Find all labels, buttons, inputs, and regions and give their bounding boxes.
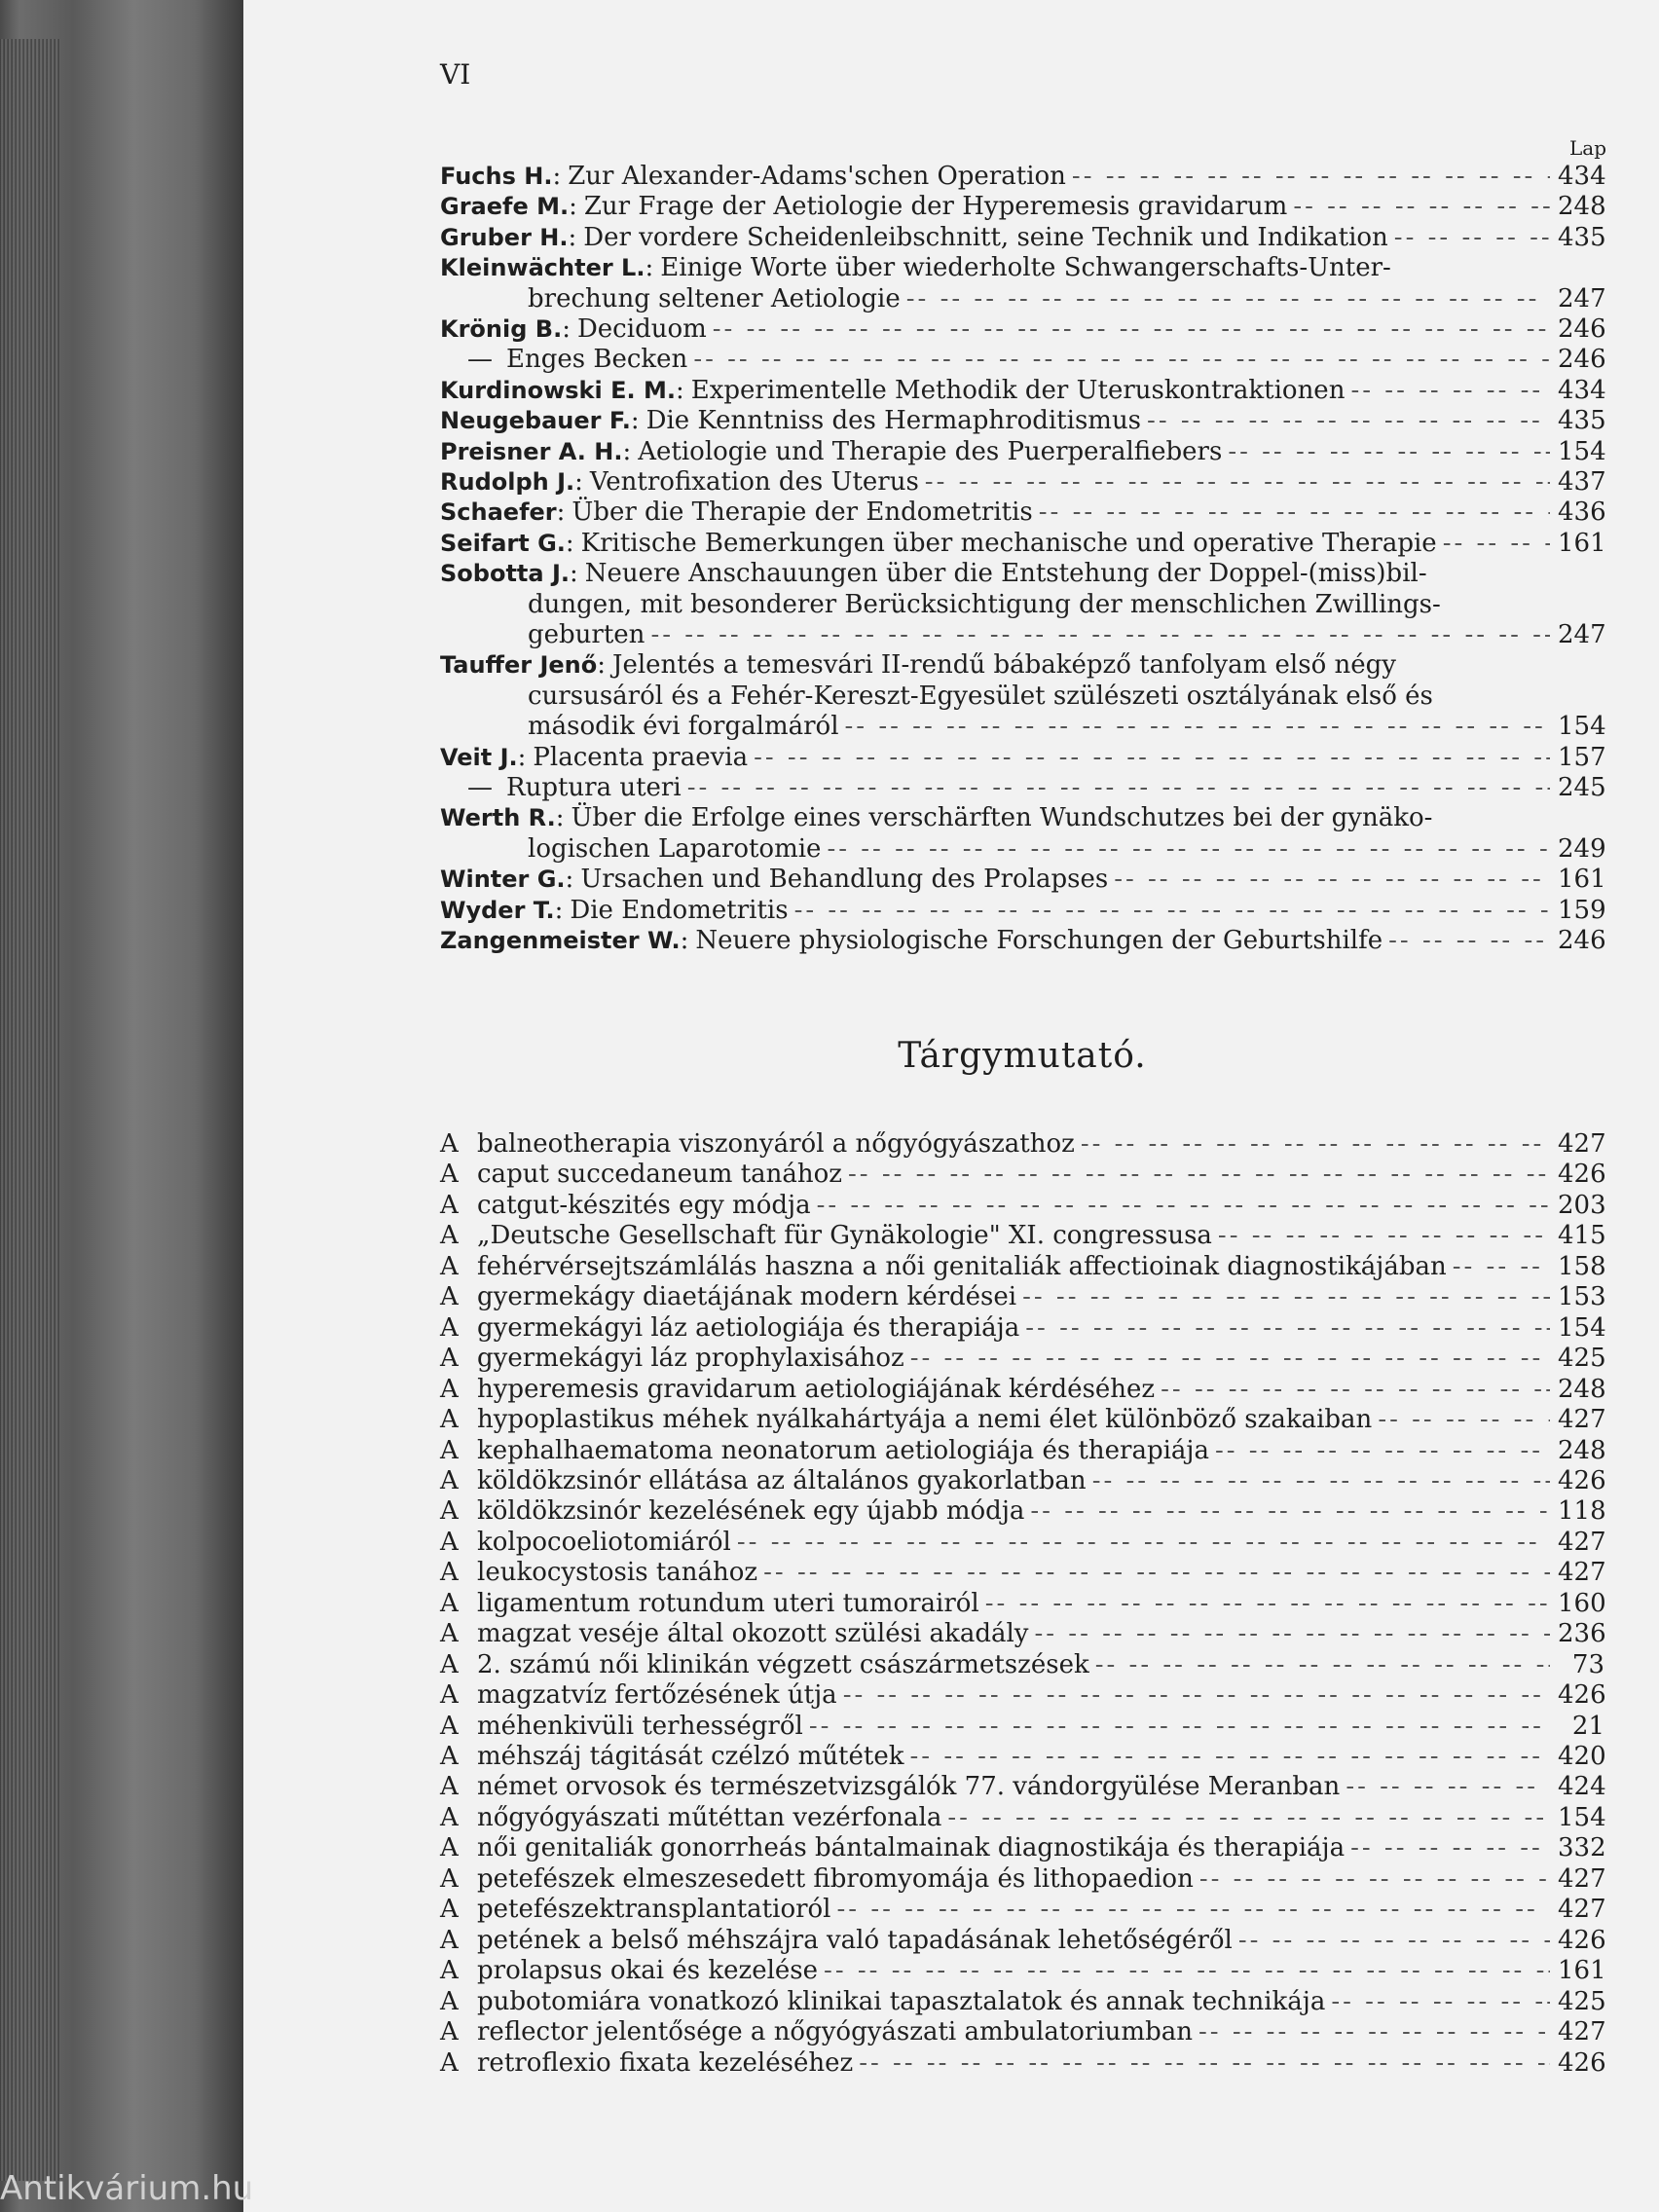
article: A	[440, 1221, 459, 1250]
subject-entry	[440, 1956, 1604, 1985]
page-ref: 154	[1558, 437, 1606, 466]
subject-title: petének a belső méhszájra való tapadásának lehetőségéről	[477, 1926, 1233, 1955]
article: A	[440, 1405, 459, 1434]
author-name: Graefe M.	[440, 193, 570, 220]
subject-title: gyermekágyi láz prophylaxisához	[477, 1344, 904, 1373]
author-name: Tauffer Jenő	[440, 651, 598, 679]
page-ref: 158	[1558, 1252, 1606, 1281]
page-ref: 437	[1558, 467, 1606, 497]
subject-title: fehérvérsejtszámlálás haszna a női genitaliák affectioinak diagnostikájában	[477, 1252, 1447, 1281]
dot-leader	[737, 1528, 1550, 1557]
page-ref: 154	[1558, 1313, 1606, 1343]
entry-title: logischen Laparotomie	[528, 834, 822, 864]
author-entry	[440, 650, 1604, 680]
subject-title: magzatvíz fertőzésének útja	[477, 1680, 837, 1710]
page-ref: 118	[1558, 1496, 1606, 1526]
page-ref: 426	[1558, 1160, 1606, 1189]
dot-leader	[1147, 406, 1550, 435]
page-ref: 248	[1558, 1436, 1606, 1465]
article: A	[440, 1619, 459, 1648]
subject-entry	[440, 1772, 1604, 1801]
entry-title: Die Endometritis	[570, 896, 789, 925]
page-ref: 161	[1558, 865, 1606, 894]
article: A	[440, 1129, 459, 1159]
dot-leader	[1161, 1375, 1550, 1404]
subject-entry	[440, 1160, 1604, 1189]
separator: :	[552, 162, 562, 191]
entry-title: Neuere physiologische Forschungen der Geburtshilfe	[695, 926, 1383, 955]
article: A	[440, 1712, 459, 1741]
page-ref: 426	[1558, 1466, 1606, 1495]
page-ref: 425	[1558, 1344, 1606, 1373]
dot-leader	[1453, 1252, 1550, 1281]
subject-entry	[440, 1619, 1604, 1648]
entry-title: Ruptura uteri	[506, 773, 682, 802]
subject-entry	[440, 1129, 1604, 1159]
author-name: Veit J.	[440, 744, 518, 771]
subject-title: pubotomiára vonatkozó klinikai tapasztalatok és annak technikája	[477, 1987, 1326, 2016]
dot-leader	[947, 1803, 1550, 1832]
page-number: VI	[440, 58, 471, 91]
page-ref: 246	[1558, 345, 1606, 374]
subject-title: caput succedaneum tanához	[477, 1160, 842, 1189]
dot-leader	[843, 1680, 1550, 1710]
subject-entry	[440, 1436, 1604, 1465]
author-entry-continuation	[528, 712, 1604, 741]
page-ref: 157	[1558, 743, 1606, 772]
page-ref: 434	[1558, 162, 1606, 191]
separator: :	[565, 865, 574, 894]
page-ref: 159	[1558, 896, 1606, 925]
author-entry	[440, 559, 1604, 588]
separator: :	[630, 406, 640, 435]
page-ref: 247	[1558, 284, 1606, 313]
author-name: Gruber H.	[440, 224, 569, 251]
dot-leader	[1081, 1129, 1550, 1159]
dot-leader	[1039, 498, 1550, 527]
author-entry	[440, 253, 1604, 282]
page-ref: 435	[1558, 223, 1606, 252]
dot-leader	[1293, 192, 1550, 221]
page-ref: 248	[1558, 192, 1606, 221]
subject-entry	[440, 1712, 1604, 1741]
separator: :	[565, 529, 574, 558]
article: A	[440, 1926, 459, 1955]
page-ref: 427	[1558, 1558, 1606, 1587]
page-ref: 424	[1558, 1772, 1606, 1801]
author-name: Winter G.	[440, 866, 566, 893]
column-header-lap: Lap	[1569, 136, 1607, 160]
article: A	[440, 1466, 459, 1495]
dot-leader	[817, 1191, 1550, 1220]
subject-title: köldökzsinór ellátása az általános gyakorlatban	[477, 1466, 1087, 1495]
subject-entry	[440, 1466, 1604, 1495]
dot-leader	[859, 2048, 1550, 2078]
article: A	[440, 1772, 459, 1801]
subject-title: nőgyógyászati műtéttan vezérfonala	[477, 1803, 942, 1832]
author-entry-continuation	[528, 682, 1604, 711]
page-ref: 436	[1558, 498, 1606, 527]
page-ref: 248	[1558, 1375, 1606, 1404]
dot-leader	[1199, 1864, 1550, 1894]
subject-entry	[440, 1191, 1604, 1220]
dot-leader	[909, 1742, 1550, 1771]
author-entry-continuation	[528, 284, 1604, 313]
dot-leader	[824, 1956, 1550, 1985]
dot-leader	[837, 1895, 1551, 1924]
subject-title: ligamentum rotundum uteri tumorairól	[477, 1589, 979, 1618]
dot-leader	[1215, 1436, 1550, 1465]
article: A	[440, 1650, 459, 1679]
subject-entry	[440, 1864, 1604, 1894]
page-ref: 246	[1558, 314, 1606, 344]
subject-entry	[440, 1282, 1604, 1311]
author-name: Sobotta J.	[440, 560, 570, 587]
article: A	[440, 1436, 459, 1465]
entry-title: Aetiologie und Therapie des Puerperalfiebers	[638, 437, 1223, 466]
subject-entry	[440, 1405, 1604, 1434]
subject-entry	[440, 1926, 1604, 1955]
page-ref: 426	[1558, 1680, 1606, 1710]
subject-entry	[440, 1558, 1604, 1587]
dot-leader	[845, 712, 1550, 741]
entry-title: második évi forgalmáról	[528, 712, 839, 741]
article: A	[440, 1252, 459, 1281]
author-entry	[440, 896, 1604, 925]
article: A	[440, 1496, 459, 1526]
article: A	[440, 1313, 459, 1343]
dot-leader	[763, 1558, 1550, 1587]
author-entry	[440, 773, 1604, 802]
subject-title: gyermekágyi láz aetiologiája és therapiája	[477, 1313, 1020, 1343]
dot-leader	[1331, 1987, 1550, 2016]
article: A	[440, 1528, 459, 1557]
subject-entry	[440, 1680, 1604, 1710]
separator: :	[574, 467, 583, 497]
dot-leader	[650, 620, 1550, 649]
subject-entry	[440, 1742, 1604, 1771]
page-ref: 426	[1558, 2048, 1606, 2078]
dot-leader	[809, 1712, 1550, 1741]
dot-leader	[1034, 1619, 1550, 1648]
entry-title: Kritische Bemerkungen über mechanische und operative Therapie	[580, 529, 1437, 558]
separator: :	[622, 437, 632, 466]
separator: :	[597, 650, 607, 680]
dot-leader	[687, 773, 1550, 802]
separator: :	[554, 896, 564, 925]
article: A	[440, 1344, 459, 1373]
dot-leader	[1092, 1466, 1550, 1495]
subject-entry	[440, 1589, 1604, 1618]
dot-leader	[1350, 376, 1550, 405]
page-ref: 415	[1558, 1221, 1606, 1250]
subject-title: hypoplastikus méhek nyálkahártyája a nemi élet különböző szakaiban	[477, 1405, 1373, 1434]
watermark: Antikvárium.hu	[0, 2169, 254, 2208]
separator: :	[569, 192, 577, 221]
article: A	[440, 1282, 459, 1311]
separator: :	[680, 926, 689, 955]
author-entry	[440, 498, 1604, 527]
subject-entry	[440, 1987, 1604, 2016]
subject-title: retroflexio fixata kezeléséhez	[477, 2048, 854, 2078]
separator: :	[569, 559, 578, 588]
separator: :	[555, 803, 565, 832]
article: A	[440, 1742, 459, 1771]
page-ref: 161	[1558, 1956, 1606, 1985]
entry-title: brechung seltener Aetiologie	[528, 284, 901, 313]
author-entry	[440, 926, 1604, 955]
subject-title: kephalhaematoma neonatorum aetiologiája és therapiája	[477, 1436, 1209, 1465]
page-ref: 425	[1558, 1987, 1606, 2016]
subject-title: balneotherapia viszonyáról a nőgyógyászathoz	[477, 1129, 1075, 1159]
article: A	[440, 1987, 459, 2016]
page-ref: 154	[1558, 1803, 1606, 1832]
page-ref: 247	[1558, 620, 1606, 649]
author-entry-continuation	[528, 620, 1604, 649]
subject-title: 2. számú női klinikán végzett császármetszések	[477, 1650, 1089, 1679]
author-entry	[440, 162, 1604, 191]
author-entry	[440, 529, 1604, 558]
article: A	[440, 1589, 459, 1618]
author-entry	[440, 223, 1604, 252]
author-entry	[440, 406, 1604, 435]
subject-entry	[440, 1833, 1604, 1862]
author-entry	[440, 865, 1604, 894]
dot-leader	[713, 314, 1550, 344]
article: A	[440, 1191, 459, 1220]
page-ref: 161	[1558, 529, 1606, 558]
author-entry	[440, 314, 1604, 344]
subject-title: méhszáj tágitását czélzó műtétek	[477, 1742, 904, 1771]
subject-entry	[440, 1650, 1604, 1679]
dot-leader	[754, 743, 1550, 772]
subject-title: német orvosok és természetvizsgálók 77. vándorgyülése Meranban	[477, 1772, 1341, 1801]
subject-entry	[440, 1221, 1604, 1250]
dot-leader	[1114, 865, 1550, 894]
separator: :	[568, 223, 577, 252]
dot-leader	[794, 896, 1550, 925]
author-entry-continuation	[528, 834, 1604, 864]
author-entry	[440, 803, 1604, 832]
page-ref: 427	[1558, 1405, 1606, 1434]
dot-leader	[906, 284, 1550, 313]
page-ref: 435	[1558, 406, 1606, 435]
ditto-dash: —	[467, 345, 493, 374]
page-ref: 427	[1558, 2017, 1606, 2046]
subject-entry	[440, 2017, 1604, 2046]
entry-title: Einige Worte über wiederholte Schwangerschafts-Unter-	[660, 253, 1391, 282]
dot-leader	[985, 1589, 1550, 1618]
subject-title: catgut-készités egy módja	[477, 1191, 811, 1220]
author-entry	[440, 376, 1604, 405]
page-ref: 426	[1558, 1926, 1606, 1955]
author-name: Schaefer	[440, 498, 557, 526]
entry-title: Zur Alexander-Adams'schen Operation	[568, 162, 1066, 191]
separator: :	[645, 253, 654, 282]
subject-title: magzat veséje által okozott szülési akadály	[477, 1619, 1029, 1648]
subject-title: leukocystosis tanához	[477, 1558, 758, 1587]
subject-entry	[440, 1344, 1604, 1373]
page-ref: 427	[1558, 1528, 1606, 1557]
subject-title: köldökzsinór kezelésének egy újabb módja	[477, 1496, 1025, 1526]
author-name: Seifart G.	[440, 530, 566, 557]
subject-entry	[440, 1895, 1604, 1924]
author-name: Zangenmeister W.	[440, 927, 681, 954]
author-name: Neugebauer F.	[440, 407, 631, 434]
page-ref: 154	[1558, 712, 1606, 741]
page-ref: 160	[1558, 1589, 1606, 1618]
article: A	[440, 1160, 459, 1189]
dot-leader	[1378, 1405, 1550, 1434]
author-name: Krönig B.	[440, 315, 563, 343]
author-name: Kurdinowski E. M.	[440, 377, 676, 404]
entry-title: geburten	[528, 620, 645, 649]
page-ref: 427	[1558, 1895, 1606, 1924]
subject-entry	[440, 1252, 1604, 1281]
author-name: Rudolph J.	[440, 468, 575, 496]
subject-title: reflector jelentősége a nőgyógyászati ambulatoriumban	[477, 2017, 1193, 2046]
subject-entry	[440, 1313, 1604, 1343]
dot-leader	[1218, 1221, 1550, 1250]
author-name: Fuchs H.	[440, 163, 553, 190]
subject-title: hyperemesis gravidarum aetiologiájának kérdéséhez	[477, 1375, 1156, 1404]
article: A	[440, 1375, 459, 1404]
article: A	[440, 1895, 459, 1924]
entry-title: Die Kenntniss des Hermaphroditismus	[645, 406, 1142, 435]
subject-entry	[440, 1496, 1604, 1526]
author-name: Kleinwächter L.	[440, 254, 645, 281]
subject-entry	[440, 2048, 1604, 2078]
dot-leader	[1095, 1650, 1550, 1679]
page-ref: 153	[1558, 1282, 1606, 1311]
article: A	[440, 1680, 459, 1710]
page-ref: 203	[1558, 1191, 1606, 1220]
ditto-dash: —	[467, 773, 493, 802]
dot-leader	[1030, 1496, 1550, 1526]
author-entry	[440, 743, 1604, 772]
subject-title: kolpocoeliotomiáról	[477, 1528, 731, 1557]
entry-title: Neuere Anschauungen über die Entstehung der Doppel-(miss)bil-	[584, 559, 1427, 588]
entry-title: cursusáról és a Fehér-Kereszt-Egyesület szülészeti osztályának első és	[528, 682, 1433, 711]
dot-leader	[1346, 1772, 1550, 1801]
entry-title: Ursachen und Behandlung des Prolapses	[580, 865, 1109, 894]
dot-leader	[1238, 1926, 1550, 1955]
subject-title: női genitaliák gonorrheás bántalmainak diagnostikája és therapiája	[477, 1833, 1346, 1862]
entry-title: Placenta praevia	[533, 743, 749, 772]
subject-title: „Deutsche Gesellschaft für Gynäkologie" XI. congressusa	[477, 1221, 1212, 1250]
dot-leader	[1394, 223, 1550, 252]
page-ref: 249	[1558, 834, 1606, 864]
subject-title: gyermekágy diaetájának modern kérdései	[477, 1282, 1017, 1311]
page-ref: 332	[1558, 1833, 1606, 1862]
subject-entry	[440, 1803, 1604, 1832]
entry-title: dungen, mit besonderer Berücksichtigung der menschlichen Zwillings-	[528, 590, 1441, 619]
entry-title: Jelentés a temesvári II-rendű bábaképző tanfolyam első négy	[612, 650, 1396, 680]
page-ref: 427	[1558, 1129, 1606, 1159]
dot-leader	[1198, 2017, 1550, 2046]
article: A	[440, 2048, 459, 2078]
author-entry	[440, 345, 1604, 374]
dot-leader	[1388, 926, 1550, 955]
author-entry	[440, 437, 1604, 466]
page-ref: 236	[1558, 1619, 1606, 1648]
author-name: Werth R.	[440, 804, 556, 831]
subject-index-heading: Tárgymutató.	[898, 1036, 1147, 1076]
article: A	[440, 2017, 459, 2046]
dot-leader	[1350, 1833, 1550, 1862]
separator: :	[556, 498, 566, 527]
page-ref: 21	[1571, 1712, 1604, 1741]
separator: :	[517, 743, 527, 772]
author-entry-continuation	[528, 590, 1604, 619]
entry-title: Ventrofixation des Uterus	[589, 467, 919, 497]
entry-title: Über die Therapie der Endometritis	[571, 498, 1033, 527]
page-ref: 420	[1558, 1742, 1606, 1771]
subject-entry	[440, 1528, 1604, 1557]
subject-title: petefészektransplantatioról	[477, 1895, 831, 1924]
subject-title: petefészek elmeszesedett fibromyomája és lithopaedion	[477, 1864, 1194, 1894]
article: A	[440, 1803, 459, 1832]
dot-leader	[1025, 1313, 1550, 1343]
dot-leader	[827, 834, 1550, 864]
dot-leader	[925, 467, 1550, 497]
page-ref: 73	[1571, 1650, 1604, 1679]
dot-leader	[1072, 162, 1550, 191]
page-ref: 245	[1558, 773, 1606, 802]
entry-title: Über die Erfolge eines verschärften Wundschutzes bei der gynäko-	[571, 803, 1433, 832]
page-ref: 246	[1558, 926, 1606, 955]
entry-title: Experimentelle Methodik der Uteruskontraktionen	[690, 376, 1346, 405]
dot-leader	[1228, 437, 1550, 466]
author-entry	[440, 467, 1604, 497]
entry-title: Der vordere Scheidenleibschnitt, seine Technik und Indikation	[583, 223, 1388, 252]
article: A	[440, 1956, 459, 1985]
dot-leader	[693, 345, 1550, 374]
subject-title: méhenkivüli terhességről	[477, 1712, 803, 1741]
subject-title: prolapsus okai és kezelése	[477, 1956, 819, 1985]
entry-title: Enges Becken	[506, 345, 688, 374]
separator: :	[675, 376, 684, 405]
entry-title: Zur Frage der Aetiologie der Hyperemesis gravidarum	[583, 192, 1288, 221]
page-ref: 434	[1558, 376, 1606, 405]
subject-entry	[440, 1375, 1604, 1404]
page-ref: 427	[1558, 1864, 1606, 1894]
article: A	[440, 1833, 459, 1862]
author-entry	[440, 192, 1604, 221]
page-edges	[0, 39, 60, 2181]
separator: :	[562, 314, 571, 344]
dot-leader	[1443, 529, 1550, 558]
author-name: Preisner A. H.	[440, 438, 623, 465]
article: A	[440, 1864, 459, 1894]
dot-leader	[1022, 1282, 1550, 1311]
dot-leader	[848, 1160, 1550, 1189]
entry-title: Deciduom	[576, 314, 707, 344]
author-name: Wyder T.	[440, 897, 555, 924]
article: A	[440, 1558, 459, 1587]
dot-leader	[910, 1344, 1550, 1373]
